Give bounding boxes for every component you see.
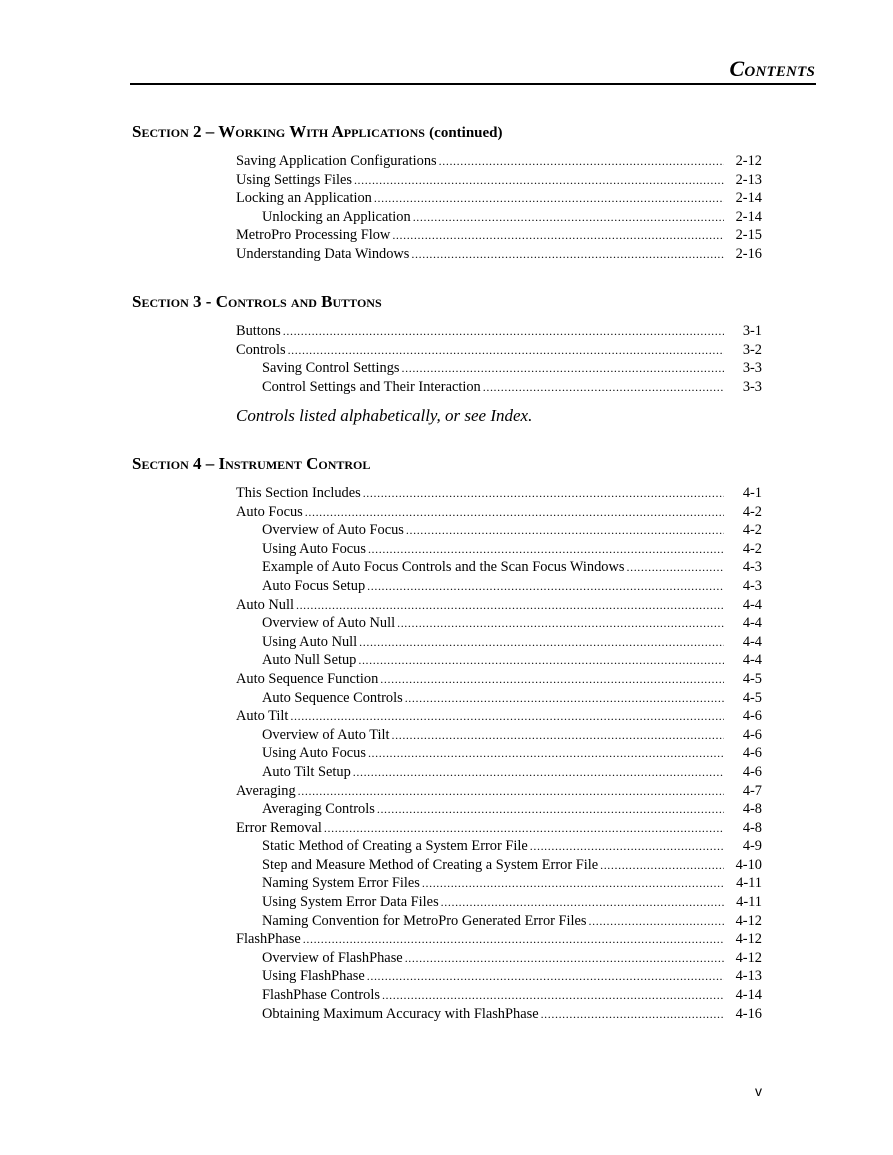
toc-entry[interactable] [236, 378, 762, 397]
toc-entry-page: 4-4 [742, 633, 762, 650]
toc-entry-label: Controls [236, 341, 286, 358]
toc-entry-label: Using FlashPhase [262, 968, 365, 985]
toc-dot-leader [402, 359, 724, 378]
toc-entry-label: Control Settings and Their Interaction [262, 378, 481, 395]
toc-entry-page: 4-1 [742, 485, 762, 501]
toc-entry-label: Overview of Auto Null [262, 615, 396, 632]
toc-dot-leader [541, 1005, 724, 1024]
section-3-heading: Section 3 - Controls and Buttons [132, 292, 382, 311]
toc-entry[interactable] [236, 521, 762, 540]
toc-entry-page: 3-1 [742, 323, 762, 339]
toc-entry-label: Step and Measure Method of Creating a System Error File [262, 856, 599, 873]
toc-entry-label: Auto Sequence Controls [262, 689, 403, 706]
section-2-toc [236, 152, 762, 264]
toc-entry[interactable] [236, 577, 762, 596]
toc-entry-page: 4-3 [742, 559, 762, 576]
toc-entry[interactable] [236, 596, 762, 615]
toc-entry[interactable] [236, 670, 762, 689]
toc-entry-page: 4-4 [742, 615, 762, 632]
toc-entry[interactable] [236, 837, 762, 856]
toc-entry-label: FlashPhase Controls [262, 987, 380, 1004]
toc-entry-label: Auto Focus [236, 503, 303, 520]
toc-dot-leader [354, 171, 724, 190]
toc-entry-label: Using Auto Focus [262, 540, 366, 557]
toc-entry-label: Naming Convention for MetroPro Generated Error Files [262, 912, 587, 929]
toc-entry[interactable] [236, 558, 762, 577]
toc-dot-leader [380, 670, 724, 689]
toc-entry-page: 4-6 [742, 726, 762, 743]
toc-dot-leader [296, 596, 724, 615]
page-number: v [755, 1083, 762, 1099]
toc-entry[interactable] [236, 893, 762, 912]
toc-entry-label: Auto Null Setup [262, 652, 357, 669]
toc-dot-leader [288, 341, 724, 360]
toc-entry-page: 3-3 [742, 360, 762, 377]
toc-entry[interactable] [236, 226, 762, 245]
toc-entry-page: 4-6 [742, 745, 762, 762]
toc-entry[interactable] [236, 189, 762, 208]
section-3-toc [236, 322, 762, 396]
toc-dot-leader [397, 614, 724, 633]
toc-dot-leader [363, 484, 724, 503]
toc-entry-label: Auto Sequence Function [236, 670, 379, 687]
toc-entry[interactable] [236, 744, 762, 763]
toc-entry-page: 2-13 [735, 171, 762, 188]
toc-entry[interactable] [236, 171, 762, 190]
toc-dot-leader [530, 837, 724, 856]
toc-entry[interactable] [236, 245, 762, 264]
toc-entry-label: Overview of FlashPhase [262, 949, 403, 966]
toc-entry[interactable] [236, 782, 762, 801]
toc-entry-label: Averaging Controls [262, 801, 375, 818]
toc-dot-leader [627, 558, 725, 577]
section-2-title: Section 2 – Working With Applications [132, 122, 425, 141]
toc-dot-leader [368, 744, 724, 763]
page-header-title: Contents [729, 56, 815, 81]
toc-entry[interactable] [236, 874, 762, 893]
toc-entry[interactable] [236, 322, 762, 341]
toc-entry-page: 4-12 [735, 931, 762, 948]
toc-dot-leader [439, 152, 724, 171]
toc-entry-page: 4-11 [736, 894, 762, 911]
toc-entry[interactable] [236, 800, 762, 819]
toc-entry-page: 2-16 [735, 245, 762, 262]
toc-entry-page: 4-9 [742, 838, 762, 855]
toc-entry[interactable] [236, 949, 762, 968]
toc-entry[interactable] [236, 208, 762, 227]
toc-dot-leader [303, 930, 724, 949]
toc-entry-page: 4-2 [742, 522, 762, 539]
toc-entry-page: 4-12 [735, 949, 762, 966]
toc-entry[interactable] [236, 967, 762, 986]
toc-entry-page: 4-2 [742, 540, 762, 557]
toc-entry-page: 4-3 [742, 577, 762, 594]
toc-entry-page: 4-16 [735, 1005, 762, 1022]
toc-entry-label: MetroPro Processing Flow [236, 227, 391, 244]
toc-entry-label: Error Removal [236, 819, 322, 836]
toc-dot-leader [483, 378, 724, 397]
toc-entry[interactable] [236, 614, 762, 633]
toc-entry-page: 4-13 [735, 968, 762, 985]
toc-entry-label: Auto Tilt Setup [262, 763, 351, 780]
toc-entry-page: 4-6 [742, 708, 762, 725]
toc-entry-page: 4-8 [742, 819, 762, 836]
header-rule [130, 83, 816, 85]
toc-entry-page: 4-14 [735, 987, 762, 1004]
toc-entry-page: 4-4 [742, 596, 762, 613]
toc-dot-leader [392, 226, 724, 245]
toc-entry-label: Buttons [236, 323, 281, 339]
toc-entry-page: 4-8 [742, 801, 762, 818]
toc-entry-page: 2-12 [735, 153, 762, 169]
toc-entry-page: 2-14 [735, 190, 762, 207]
toc-entry-label: Obtaining Maximum Accuracy with FlashPhase [262, 1005, 539, 1022]
toc-dot-leader [283, 322, 724, 341]
toc-entry[interactable] [236, 930, 762, 949]
section-2-continued: (continued) [429, 125, 503, 141]
toc-entry-label: Using Auto Focus [262, 745, 366, 762]
toc-entry-label: Example of Auto Focus Controls and the Scan Focus Windows [262, 559, 625, 576]
toc-entry[interactable] [236, 633, 762, 652]
toc-dot-leader [377, 800, 724, 819]
section-2-heading [132, 122, 503, 142]
toc-entry[interactable] [236, 540, 762, 559]
toc-entry-page: 4-2 [742, 503, 762, 520]
toc-entry[interactable] [236, 986, 762, 1005]
toc-entry-page: 2-14 [735, 208, 762, 225]
toc-dot-leader [600, 856, 724, 875]
toc-entry-page: 3-3 [742, 378, 762, 395]
toc-dot-leader [358, 651, 724, 670]
toc-entry-page: 4-6 [742, 763, 762, 780]
toc-entry-label: Auto Focus Setup [262, 577, 366, 594]
toc-entry-page: 2-15 [735, 227, 762, 244]
toc-entry[interactable] [236, 341, 762, 360]
toc-entry-label: Using Settings Files [236, 171, 352, 188]
toc-dot-leader [368, 540, 724, 559]
toc-dot-leader [589, 912, 724, 931]
controls-note: Controls listed alphabetically, or see Index. [236, 406, 533, 425]
toc-entry[interactable] [236, 651, 762, 670]
toc-dot-leader [413, 208, 724, 227]
toc-entry[interactable] [236, 1005, 762, 1024]
toc-dot-leader [392, 726, 724, 745]
toc-entry-label: Saving Application Configurations [236, 153, 437, 169]
toc-dot-leader [411, 245, 724, 264]
toc-entry[interactable] [236, 152, 762, 171]
toc-dot-leader [353, 763, 724, 782]
toc-entry-label: Using Auto Null [262, 633, 358, 650]
toc-entry[interactable] [236, 689, 762, 708]
toc-entry-label: Naming System Error Files [262, 875, 420, 892]
toc-entry-page: 4-4 [742, 652, 762, 669]
toc-entry-label: Unlocking an Application [262, 208, 411, 225]
toc-dot-leader [406, 521, 724, 540]
toc-entry[interactable] [236, 484, 762, 503]
toc-entry-label: Auto Tilt [236, 708, 289, 725]
section-4-toc [236, 484, 762, 1023]
toc-entry-page: 3-2 [742, 341, 762, 358]
toc-entry-label: Overview of Auto Tilt [262, 726, 390, 743]
toc-entry-page: 4-11 [736, 875, 762, 892]
toc-entry[interactable] [236, 819, 762, 838]
toc-entry[interactable] [236, 707, 762, 726]
toc-entry-page: 4-5 [742, 670, 762, 687]
toc-dot-leader [298, 782, 724, 801]
toc-entry-page: 4-7 [742, 782, 762, 799]
toc-entry-page: 4-12 [735, 912, 762, 929]
toc-entry-page: 4-10 [735, 856, 762, 873]
toc-dot-leader [367, 577, 724, 596]
toc-entry[interactable] [236, 912, 762, 931]
section-4-heading: Section 4 – Instrument Control [132, 454, 371, 473]
toc-dot-leader [441, 893, 724, 912]
toc-entry-label: Saving Control Settings [262, 360, 400, 377]
toc-entry[interactable] [236, 726, 762, 745]
toc-dot-leader [324, 819, 724, 838]
toc-entry-label: Understanding Data Windows [236, 245, 410, 262]
toc-entry[interactable] [236, 503, 762, 522]
toc-entry-label: Locking an Application [236, 190, 372, 207]
toc-entry-label: Using System Error Data Files [262, 894, 439, 911]
toc-dot-leader [290, 707, 724, 726]
toc-dot-leader [374, 189, 724, 208]
toc-entry-label: FlashPhase [236, 931, 301, 948]
toc-entry-label: Overview of Auto Focus [262, 522, 404, 539]
toc-dot-leader [382, 986, 724, 1005]
toc-entry-label: Static Method of Creating a System Error File [262, 838, 528, 855]
toc-entry-label: Auto Null [236, 596, 294, 613]
toc-entry[interactable] [236, 359, 762, 378]
toc-entry-label: Averaging [236, 782, 296, 799]
toc-dot-leader [359, 633, 724, 652]
toc-entry[interactable] [236, 856, 762, 875]
toc-dot-leader [422, 874, 724, 893]
toc-entry[interactable] [236, 763, 762, 782]
toc-dot-leader [405, 949, 724, 968]
toc-dot-leader [367, 967, 724, 986]
toc-dot-leader [405, 689, 724, 708]
toc-dot-leader [305, 503, 724, 522]
toc-entry-page: 4-5 [742, 689, 762, 706]
toc-entry-label: This Section Includes [236, 485, 361, 501]
